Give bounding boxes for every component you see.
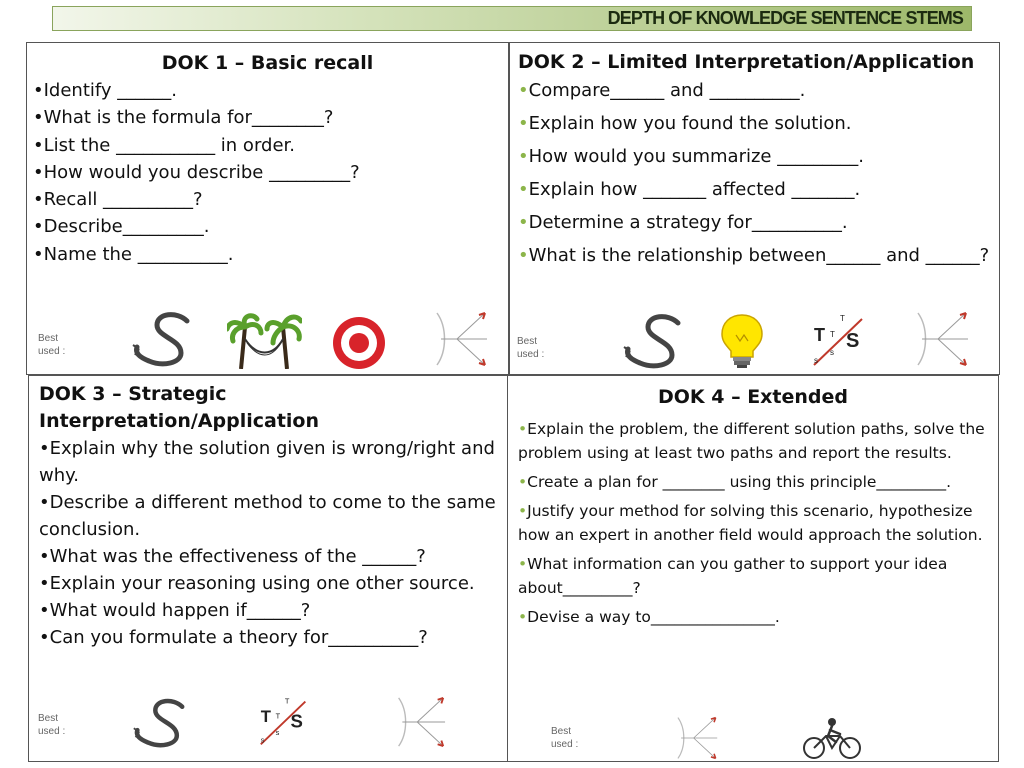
dok2-stem: • Explain how you found the solution. (518, 112, 999, 136)
dok3-stem: • Describe a different method to come to the same conclusion. (39, 489, 508, 543)
dok1-title: DOK 1 – Basic recall (161, 52, 374, 74)
dok2-panel (509, 42, 1000, 375)
svg-text:T: T (840, 314, 845, 323)
dok1-stem: • What is the formula for________? (33, 104, 508, 131)
cyclist-icon (802, 716, 862, 760)
snake-icon (129, 309, 191, 367)
dok3-stem: • What would happen if______? (39, 597, 508, 624)
tts-letters-icon (255, 696, 313, 748)
dok1-stem: • Identify ______. (33, 77, 508, 104)
dok2-stem: • What is the relationship between______ and ______? (518, 244, 999, 268)
crossed-arrows-icon (666, 716, 726, 760)
dok4-stem: • Explain the problem, the different solution paths, solve the problem using at least two paths and report the results. (518, 417, 988, 465)
dok1-stem: • Describe_________. (33, 213, 508, 240)
svg-text:s: s (830, 348, 834, 357)
dok4-stem: • What information can you gather to support your idea about_________? (518, 552, 988, 600)
dok1-stem-list (33, 77, 508, 268)
crossed-arrows-icon (389, 696, 451, 748)
svg-text:s: s (260, 735, 265, 745)
hammock-palm-trees-icon (227, 313, 302, 369)
svg-text:T: T (275, 711, 281, 721)
title-banner (52, 6, 972, 31)
svg-text:s: s (814, 356, 818, 365)
tts-letters-icon (810, 313, 868, 369)
dok3-stem-list (39, 435, 508, 651)
light-bulb-icon (720, 313, 764, 369)
snake-icon (127, 696, 189, 748)
dok1-best-used-label: Best used : (38, 333, 66, 357)
dok3-best-used-label: Best used : (38, 713, 66, 737)
dok2-stem: • Determine a strategy for__________. (518, 211, 999, 235)
dok4-stem-list (518, 417, 988, 629)
dok4-stem: • Devise a way to________________. (518, 605, 988, 629)
dok3-stem: • Explain your reasoning using one other source. (39, 570, 508, 597)
dok1-stem: • Recall __________? (33, 186, 508, 213)
dok1-stem: • How would you describe _________? (33, 159, 508, 186)
svg-text:T: T (260, 707, 271, 726)
svg-text:T: T (284, 696, 290, 706)
dok4-title: DOK 4 – Extended (657, 386, 849, 408)
dok2-stem: • Compare______ and __________. (518, 79, 999, 103)
dok1-panel (26, 42, 509, 375)
dok4-stem: • Create a plan for ________ using this principle_________. (518, 470, 988, 494)
dok4-panel (507, 375, 999, 762)
page-title: DEPTH OF KNOWLEDGE SENTENCE STEMS (607, 8, 963, 28)
dok2-best-used-label: Best used : (517, 336, 545, 360)
dok2-title: DOK 2 – Limited Interpretation/Application (518, 51, 975, 73)
svg-text:S: S (290, 710, 303, 732)
svg-text:T: T (830, 330, 835, 339)
dok3-title: DOK 3 – Strategic Interpretation/Application (39, 383, 319, 432)
dok4-stem: • Justify your method for solving this scenario, hypothesize how an expert in another field would approach the solution. (518, 499, 988, 547)
dok4-best-used-label: Best used : (551, 726, 579, 750)
dok2-stem: • Explain how _______ affected _______. (518, 178, 999, 202)
dok3-stem: • What was the effectiveness of the ______? (39, 543, 508, 570)
snake-icon (620, 311, 682, 369)
svg-text:S: S (846, 330, 860, 352)
dok1-stem: • List the ___________ in order. (33, 132, 508, 159)
dok3-stem: • Can you formulate a theory for__________? (39, 624, 508, 651)
svg-text:T: T (814, 325, 825, 345)
dok2-stem: • How would you summarize _________. (518, 145, 999, 169)
dok2-stem-list (518, 79, 999, 268)
dok3-panel (28, 375, 509, 762)
dok3-stem: • Explain why the solution given is wrong/right and why. (39, 435, 508, 489)
dok1-stem: • Name the __________. (33, 241, 508, 268)
crossed-arrows-icon (910, 311, 972, 367)
crossed-arrows-icon (429, 311, 491, 367)
bullseye-target-icon (329, 317, 389, 369)
svg-text:s: s (275, 728, 280, 737)
